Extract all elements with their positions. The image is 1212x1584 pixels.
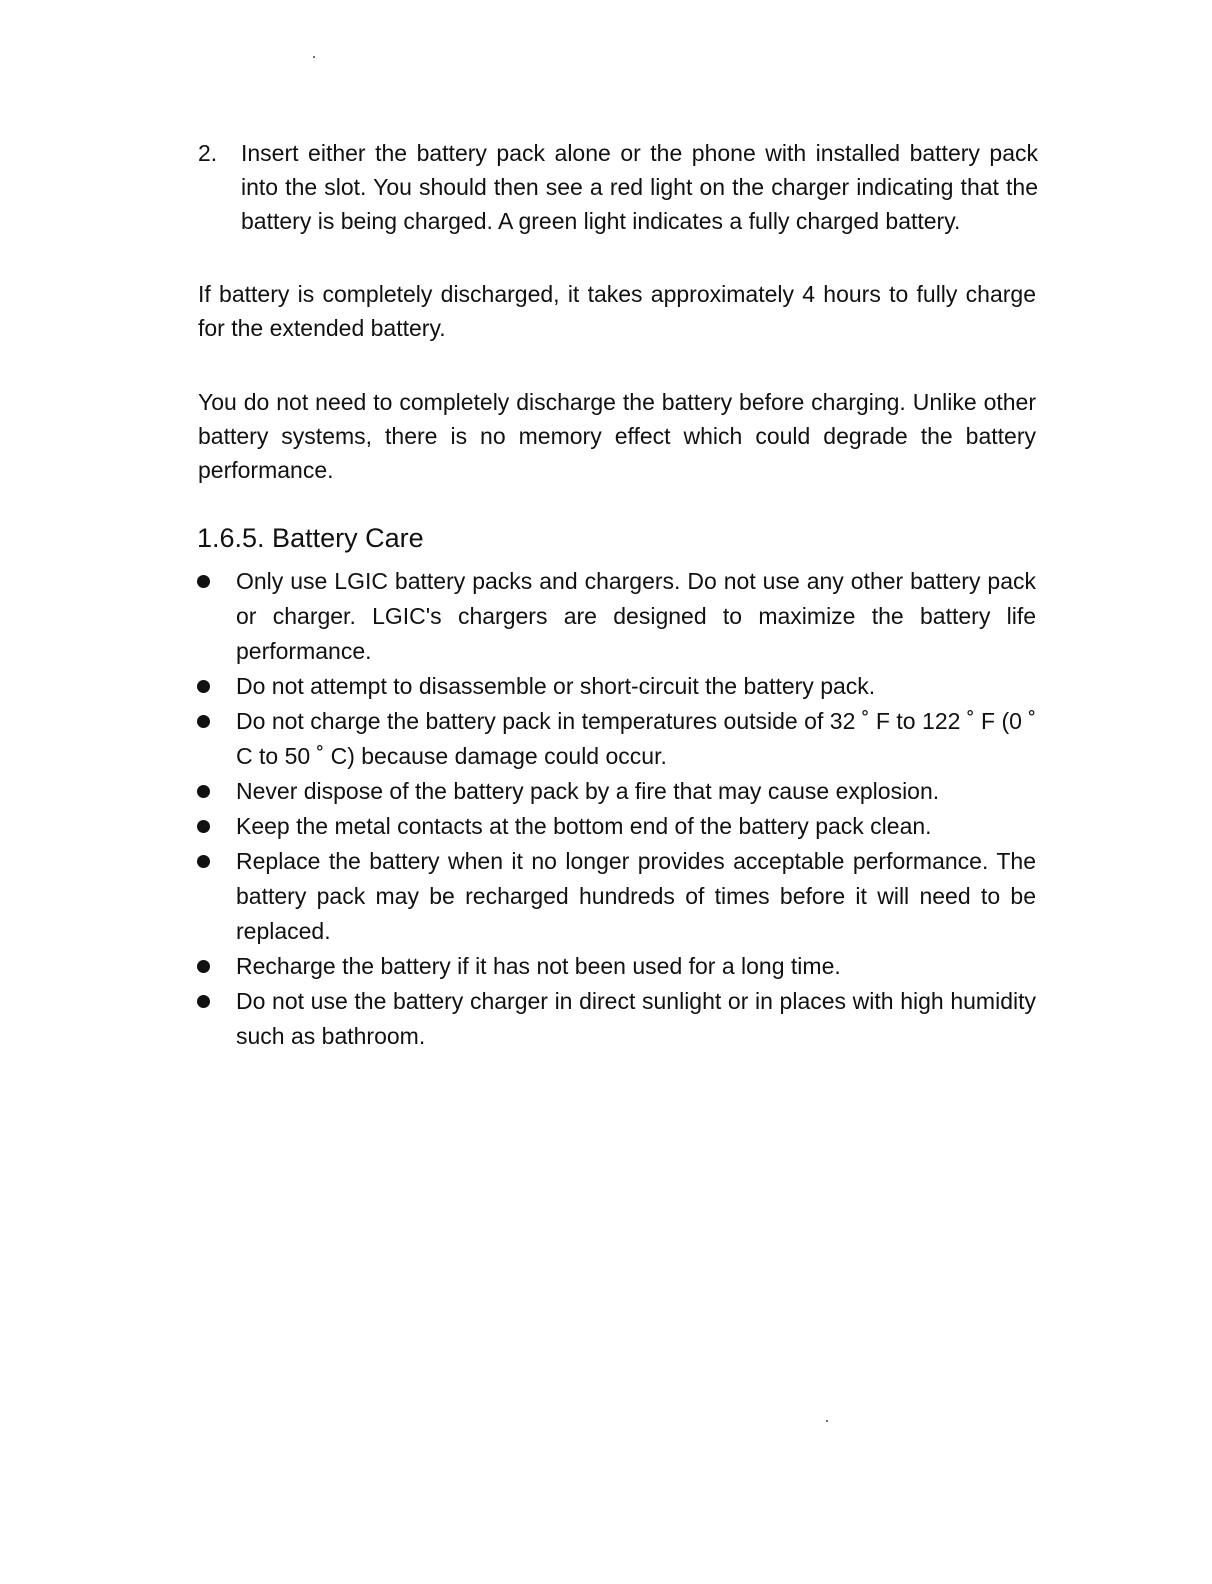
list-item [196,564,1036,669]
list-item-text: Do not attempt to disassemble or short-circuit the battery pack. [236,673,876,699]
bullet-icon [197,785,210,798]
list-item-text: Keep the metal contacts at the bottom end of the battery pack clean. [236,813,932,839]
scan-speck [826,1420,828,1422]
list-item [196,809,1036,844]
bullet-icon [197,575,210,588]
list-item-text: Do not charge the battery pack in temperatures outside of 32 ˚ F to 122 ˚ F (0 ˚ C to 50 ˚ C) because damage could occur. [236,708,1036,769]
list-item [196,844,1036,949]
list-item [196,949,1036,984]
list-item [196,704,1036,774]
bullet-icon [197,960,210,973]
list-item-text: Only use LGIC battery packs and chargers. Do not use any other battery pack or charger. LGIC's chargers are designed to maximize the battery life performance. [236,568,1036,664]
paragraph-memory-effect: You do not need to completely discharge the battery before charging. Unlike other battery systems, there is no memory effect which could degrade the battery performance. [198,389,1036,483]
step-number: 2. [198,140,218,166]
list-item [196,669,1036,704]
scan-speck [313,56,315,58]
list-item-text: Recharge the battery if it has not been used for a long time. [236,953,841,979]
bullet-icon [197,855,210,868]
bullet-icon [197,680,210,693]
list-item [196,774,1036,809]
battery-care-list [196,564,1036,1054]
bullet-icon [197,715,210,728]
numbered-step [198,136,1038,238]
list-item [196,984,1036,1054]
section-title: 1.6.5. Battery Care [197,523,424,553]
list-item-text: Do not use the battery charger in direct sunlight or in places with high humidity such as bathroom. [236,988,1036,1049]
bullet-icon [197,995,210,1008]
list-item-text: Never dispose of the battery pack by a fire that may cause explosion. [236,778,940,804]
bullet-icon [197,820,210,833]
step-text: Insert either the battery pack alone or the phone with installed battery pack into the slot. You should then see a red light on the charger indicating that the battery is being charged. A green light indicates a fully charged battery. [241,140,1038,234]
paragraph-charge-time: If battery is completely discharged, it takes approximately 4 hours to fully charge for the extended battery. [198,281,1036,341]
list-item-text: Replace the battery when it no longer provides acceptable performance. The battery pack may be recharged hundreds of times before it will need to be replaced. [236,848,1036,944]
